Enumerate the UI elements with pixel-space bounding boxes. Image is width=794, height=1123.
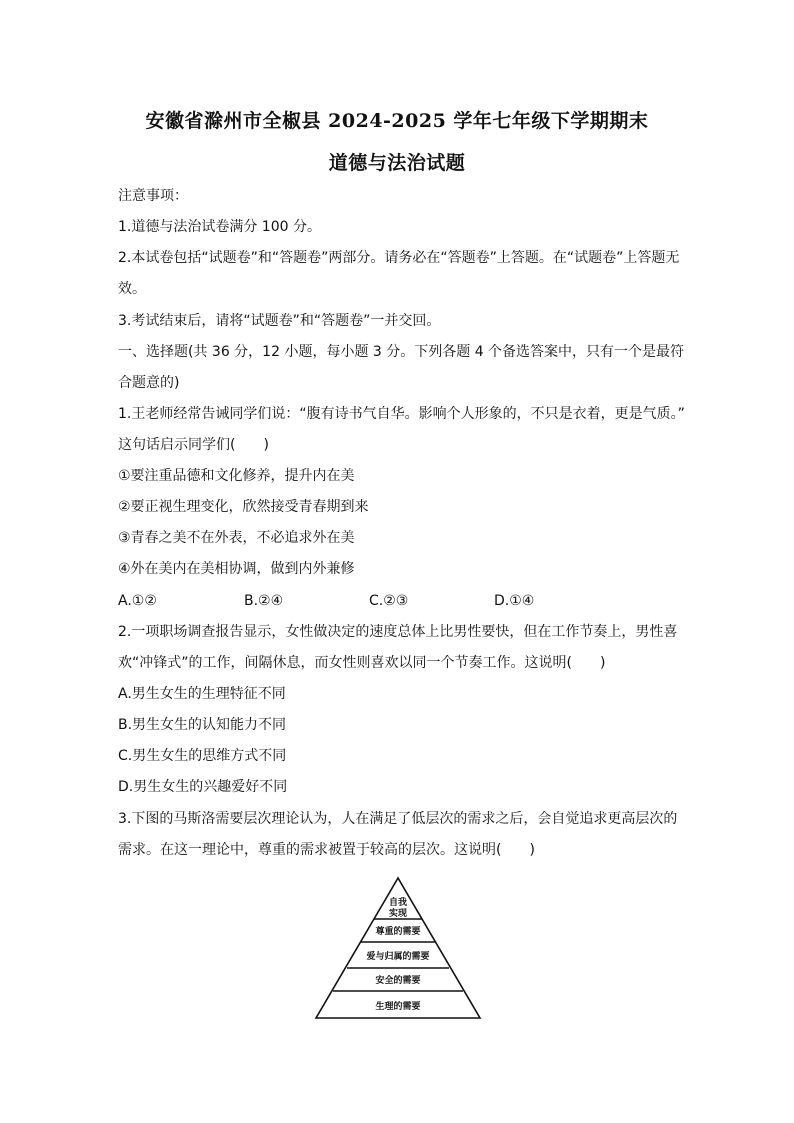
question-1-stem-cont: 这句话启示同学们( ) bbox=[118, 437, 269, 453]
question-2-option-a: A.男生女生的生理特征不同 bbox=[118, 686, 286, 702]
question-1-statement-2: ②要正视生理变化，欣然接受青春期到来 bbox=[118, 499, 369, 515]
question-1-option-c: C.②③ bbox=[369, 593, 409, 609]
notice-item-2-cont: 效。 bbox=[118, 281, 146, 297]
question-2-stem: 2.一项职场调查报告显示，女性做决定的速度总体上比男性要快，但在工作节奏上，男性喜 bbox=[118, 624, 678, 640]
question-1-statement-4: ④外在美内在美相协调，做到内外兼修 bbox=[118, 561, 355, 577]
pyramid-level-1: 生理的需要 bbox=[375, 1002, 421, 1012]
notice-item-3: 3.考试结束后，请将“试题卷”和“答题卷”一并交回。 bbox=[118, 313, 441, 329]
question-1-option-a: A.①② bbox=[118, 593, 157, 609]
pyramid-level-5-line-1: 自我 bbox=[388, 898, 408, 908]
notice-item-2: 2.本试卷包括“试题卷”和“答题卷”两部分。请务必在“答题卷”上答题。在“试题卷”上答题无 bbox=[118, 250, 680, 266]
question-1-stem: 1.王老师经常告诫同学们说：“腹有诗书气自华。影响个人形象的，不只是衣着，更是气质。” bbox=[118, 406, 685, 422]
pyramid-level-5-line-2: 实现 bbox=[388, 909, 408, 919]
question-3-stem: 3.下图的马斯洛需要层次理论认为，人在满足了低层次的需求之后，会自觉追求更高层次的 bbox=[118, 811, 678, 827]
pyramid-level-2: 安全的需要 bbox=[375, 976, 421, 986]
exam-title-line2: 道德与法治试题 bbox=[328, 152, 466, 174]
question-2-option-d: D.男生女生的兴趣爱好不同 bbox=[118, 779, 288, 795]
question-1-statement-1: ①要注重品德和文化修养，提升内在美 bbox=[118, 468, 355, 484]
pyramid-level-4: 尊重的需要 bbox=[375, 927, 421, 937]
exam-title-line1: 安徽省滁州市全椒县 2024-2025 学年七年级下学期期末 bbox=[145, 110, 649, 132]
question-2-stem-cont: 欢“冲锋式”的工作，间隔休息，而女性则喜欢以同一个节奏工作。这说明( ) bbox=[118, 655, 606, 671]
notice-item-1: 1.道德与法治试卷满分 100 分。 bbox=[118, 219, 321, 235]
question-2-option-c: C.男生女生的思维方式不同 bbox=[118, 748, 287, 764]
question-2-option-b: B.男生女生的认知能力不同 bbox=[118, 717, 287, 733]
maslow-pyramid-diagram bbox=[312, 876, 484, 1022]
question-1-option-b: B.②④ bbox=[244, 593, 284, 609]
notice-heading: 注意事项： bbox=[118, 188, 188, 204]
section-heading-cont: 合题意的) bbox=[118, 375, 180, 391]
question-1-option-d: D.①④ bbox=[494, 593, 535, 609]
section-heading: 一、选择题(共 36 分，12 小题，每小题 3 分。下列各题 4 个备选答案中，只有一个是最符 bbox=[118, 344, 685, 360]
pyramid-level-3: 爱与归属的需要 bbox=[366, 952, 430, 962]
question-1-statement-3: ③青春之美不在外表，不必追求外在美 bbox=[118, 530, 355, 546]
question-3-stem-cont: 需求。在这一理论中，尊重的需求被置于较高的层次。这说明( ) bbox=[118, 842, 535, 858]
